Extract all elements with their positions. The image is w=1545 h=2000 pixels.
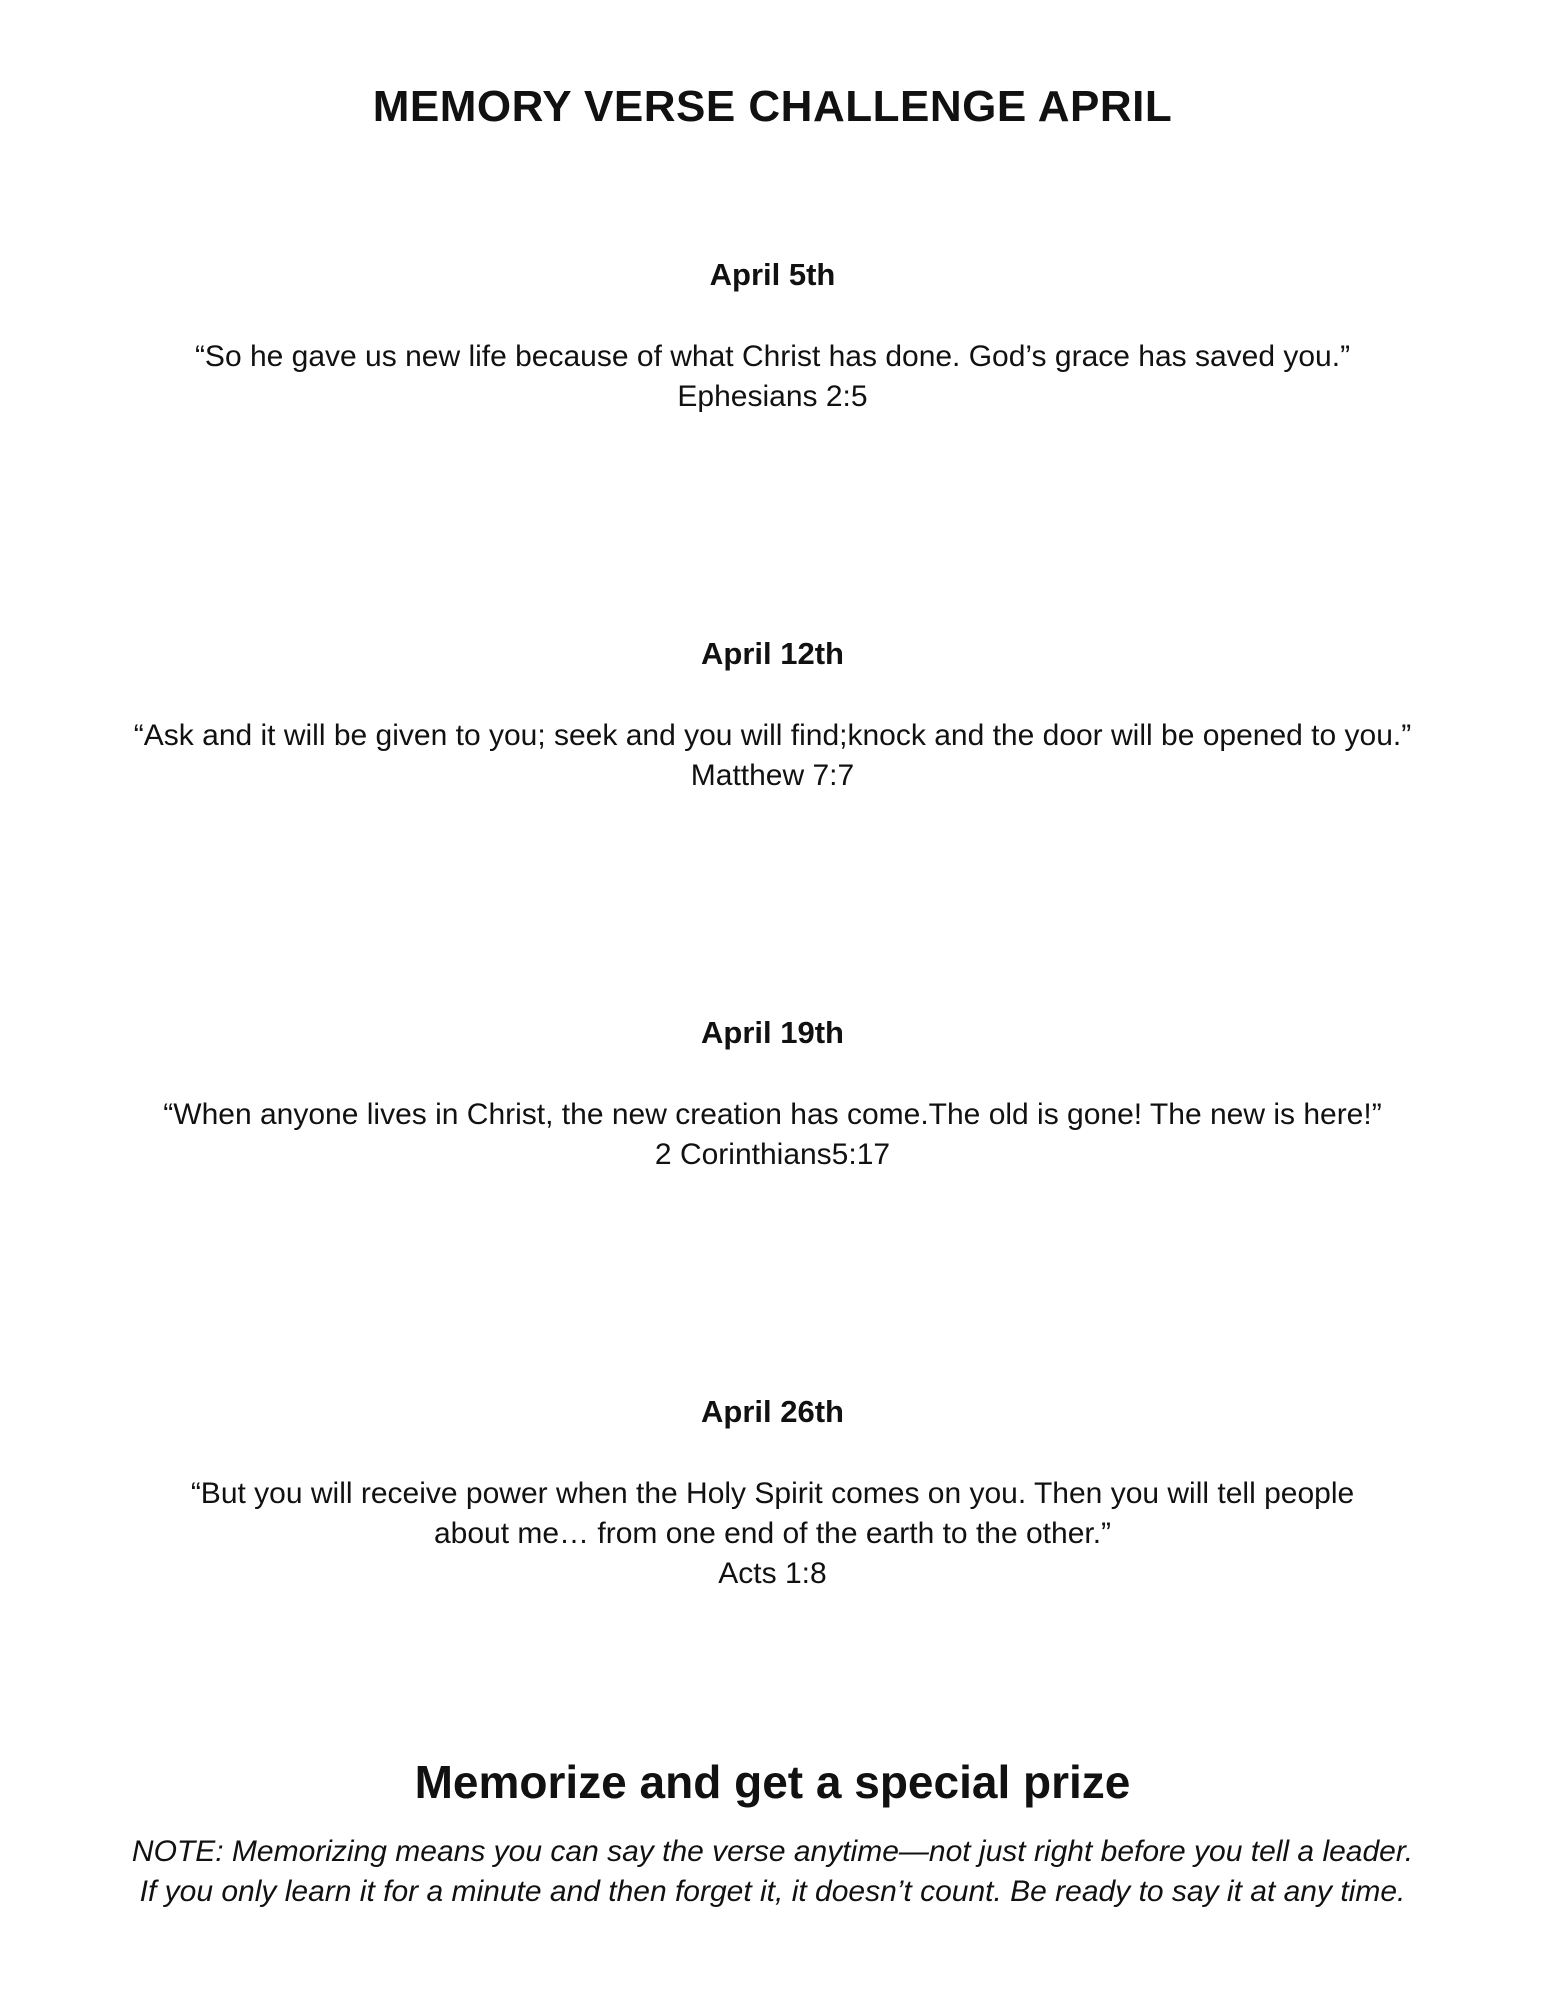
memorize-note xyxy=(0,1832,1545,1912)
verse-text: “So he gave us new life because of what Christ has done. God’s grace has saved you.” xyxy=(194,340,1351,373)
page-title: MEMORY VERSE CHALLENGE APRIL xyxy=(372,82,1173,131)
verse-text-line-2: about me… from one end of the earth to the other.” xyxy=(433,1517,1112,1550)
note-line-1: NOTE: Memorizing means you can say the verse anytime—not just right before you tell a leader. xyxy=(131,1835,1414,1868)
verse-april-26 xyxy=(0,1392,1545,1594)
verse-reference: Acts 1:8 xyxy=(718,1557,827,1590)
verse-date: April 26th xyxy=(701,1394,844,1429)
verse-reference: Ephesians 2:5 xyxy=(677,380,868,413)
note-line-2: If you only learn it for a minute and then forget it, it doesn’t count. Be ready to say it at any time. xyxy=(139,1875,1406,1908)
verse-april-19 xyxy=(0,1013,1545,1175)
verse-date: April 5th xyxy=(709,257,836,292)
verse-reference: 2 Corinthians5:17 xyxy=(654,1138,891,1171)
verse-text: “When anyone lives in Christ, the new creation has come.The old is gone! The new is here!” xyxy=(163,1098,1382,1131)
verse-date: April 19th xyxy=(701,1015,844,1050)
verse-reference: Matthew 7:7 xyxy=(690,759,855,792)
verse-text: “Ask and it will be given to you; seek and you will find;knock and the door will be opened to you.” xyxy=(133,719,1412,752)
prize-heading: Memorize and get a special prize xyxy=(414,1756,1131,1808)
verse-text-line-1: “But you will receive power when the Holy Spirit comes on you. Then you will tell people xyxy=(190,1477,1355,1510)
verse-april-5 xyxy=(0,255,1545,417)
verse-date: April 12th xyxy=(701,636,844,671)
verse-april-12 xyxy=(0,634,1545,796)
